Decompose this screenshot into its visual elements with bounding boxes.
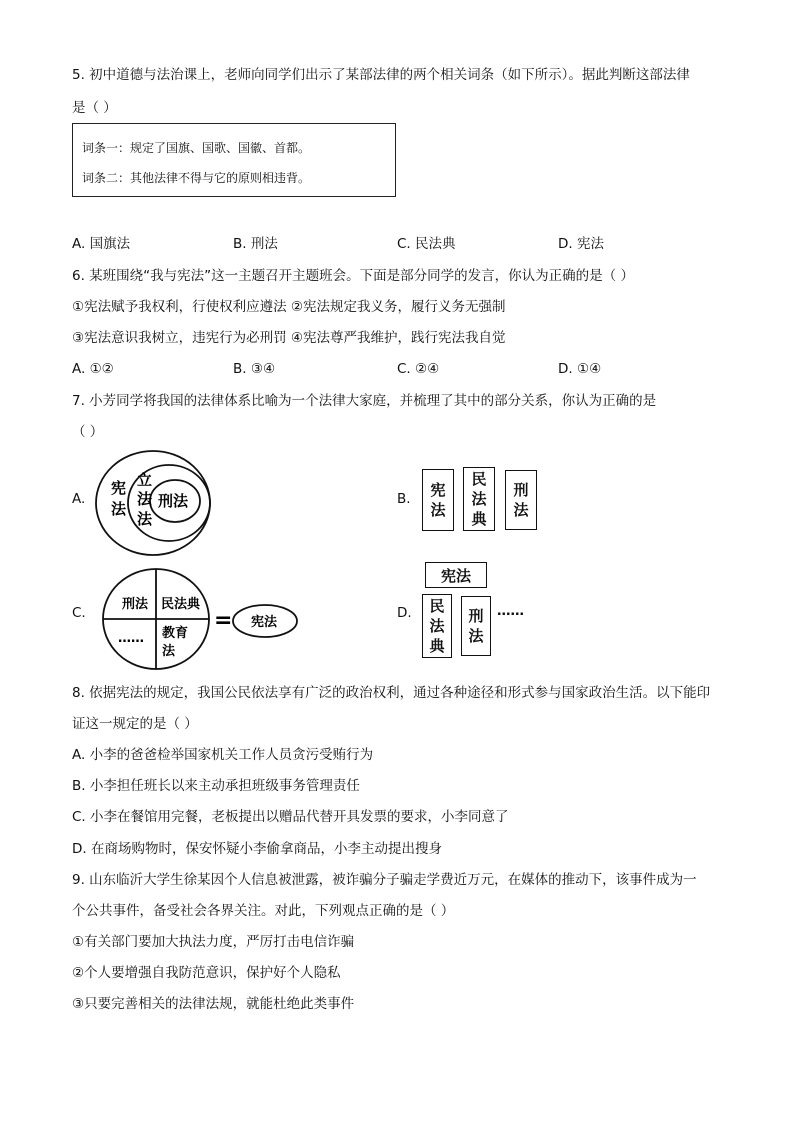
- q6-stem-line1: 6. 某班围绕“我与宪法”这一主题召开主题班会。下面是部分同学的发言，你认为正确的是（ ）: [72, 268, 634, 284]
- q9-statement-3: ③只要完善相关的法律法规，就能杜绝此类事件: [72, 996, 355, 1012]
- q7-b-box1-char2: 法: [430, 501, 446, 519]
- q7-a-outer-char1: 宪: [111, 479, 127, 497]
- q9-stem-line1: 9. 山东临沂大学生徐某因个人信息被泄露，被诈骗分子骗走学费近万元，在媒体的推动下，该事件成为一: [72, 872, 697, 888]
- q7-d-ellipsis: ……: [497, 603, 524, 619]
- q6-option-a: A. ①②: [72, 361, 114, 377]
- q8-option-d: D. 在商场购物时，保安怀疑小李偷拿商品，小李主动提出搜身: [72, 841, 442, 857]
- q7-d-box-criminal-law: [461, 596, 491, 656]
- q5-option-b: B. 刑法: [233, 236, 278, 252]
- q7-d-box-civil-code: [422, 594, 452, 658]
- q5-stem-line2: 是（ ）: [72, 100, 117, 116]
- q7-d-box2-char2: 法: [468, 627, 484, 645]
- q8-stem-line1: 8. 依据宪法的规定，我国公民依法享有广泛的政治权利，通过各种途径和形式参与国家政治生活。以下能印: [72, 685, 711, 701]
- q7-b-box2-char2: 法: [471, 490, 487, 508]
- q7-option-b-letter: B.: [397, 491, 411, 507]
- q6-option-d: D. ①④: [558, 361, 602, 377]
- q5-entry1: 词条一：规定了国旗、国歌、国徽、首都。: [82, 141, 311, 155]
- q7-c-quadrant-civil: 民法典: [161, 597, 201, 612]
- q5-stem-line1: 5. 初中道德与法治课上，老师向同学们出示了某部法律的两个相关词条（如下所示）。据此判断这部法律: [72, 67, 690, 83]
- q9-statement-1: ①有关部门要加大执法力度，严厉打击电信诈骗: [72, 934, 355, 950]
- q7-a-middle-char2: 法: [137, 490, 153, 508]
- q7-c-quadrant-criminal: 刑法: [122, 597, 149, 612]
- q7-option-c-diagram: [100, 566, 300, 672]
- q7-a-middle-char1: 立: [137, 471, 153, 489]
- q7-option-d-letter: D.: [397, 605, 412, 621]
- q5-entry2: 词条二：其他法律不得与它的原则相违背。: [82, 171, 311, 185]
- q5-option-a: A. 国旗法: [72, 236, 131, 252]
- q7-d-box1-char3: 典: [429, 637, 445, 655]
- q7-stem-line2: （ ）: [72, 424, 104, 440]
- q7-c-quadrant-ellipsis: ……: [118, 631, 144, 646]
- q6-statement-1-2: ①宪法赋予我权利，行使权利应遵法 ②宪法规定我义务，履行义务无强制: [72, 299, 506, 315]
- q6-option-c: C. ②④: [397, 361, 440, 377]
- q7-d-box1-char1: 民: [429, 597, 445, 615]
- q9-stem-line2: 个公共事件，备受社会各界关注。对此，下列观点正确的是（ ）: [72, 903, 455, 919]
- q7-b-box1-char1: 宪: [430, 481, 446, 499]
- q7-option-c-letter: C.: [72, 605, 86, 621]
- q7-a-inner-label: 刑法: [158, 492, 189, 510]
- q7-a-outer-char2: 法: [111, 500, 127, 518]
- q7-b-box-civil-code: [463, 467, 495, 531]
- q7-b-box2-char1: 民: [471, 470, 487, 488]
- q7-b-box3-char1: 刑: [513, 481, 529, 499]
- q7-b-box2-char3: 典: [471, 510, 487, 528]
- q7-d-box1-char2: 法: [429, 617, 445, 635]
- q8-stem-line2: 证这一规定的是（ ）: [72, 716, 198, 732]
- q8-option-a: A. 小李的爸爸检举国家机关工作人员贪污受贿行为: [72, 747, 374, 763]
- q7-option-a-letter: A.: [72, 491, 86, 507]
- q8-option-b: B. 小李担任班长以来主动承担班级事务管理责任: [72, 778, 360, 794]
- q7-a-middle-char3: 法: [137, 510, 153, 528]
- q7-option-a-diagram: [93, 448, 213, 558]
- q7-d-box2-char1: 刑: [468, 607, 484, 625]
- q6-option-b: B. ③④: [233, 361, 276, 377]
- q5-option-c: C. 民法典: [397, 236, 456, 252]
- q7-b-box-criminal-law: [505, 470, 537, 530]
- q9-statement-2: ②个人要增强自我防范意识，保护好个人隐私: [72, 965, 341, 981]
- q5-option-d: D. 宪法: [558, 236, 604, 252]
- q6-statement-3-4: ③宪法意识我树立，违宪行为必刑罚 ④宪法尊严我维护，践行宪法我自觉: [72, 330, 506, 346]
- q7-b-box-constitution: [422, 469, 454, 531]
- q7-stem-line1: 7. 小芳同学将我国的法律体系比喻为一个法律大家庭，并梳理了其中的部分关系，你认为正确的是: [72, 393, 657, 409]
- q8-option-c: C. 小李在餐馆用完餐，老板提出以赠品代替开具发票的要求，小李同意了: [72, 809, 509, 825]
- q7-c-quadrant-education-2: 法: [162, 644, 176, 659]
- q7-c-result-constitution: 宪法: [251, 615, 278, 630]
- q7-b-box3-char2: 法: [513, 501, 529, 519]
- q7-c-quadrant-education-1: 教育: [162, 626, 189, 641]
- q7-c-equals-sign: =: [214, 608, 233, 633]
- q7-d-box-constitution: 宪法: [425, 562, 487, 588]
